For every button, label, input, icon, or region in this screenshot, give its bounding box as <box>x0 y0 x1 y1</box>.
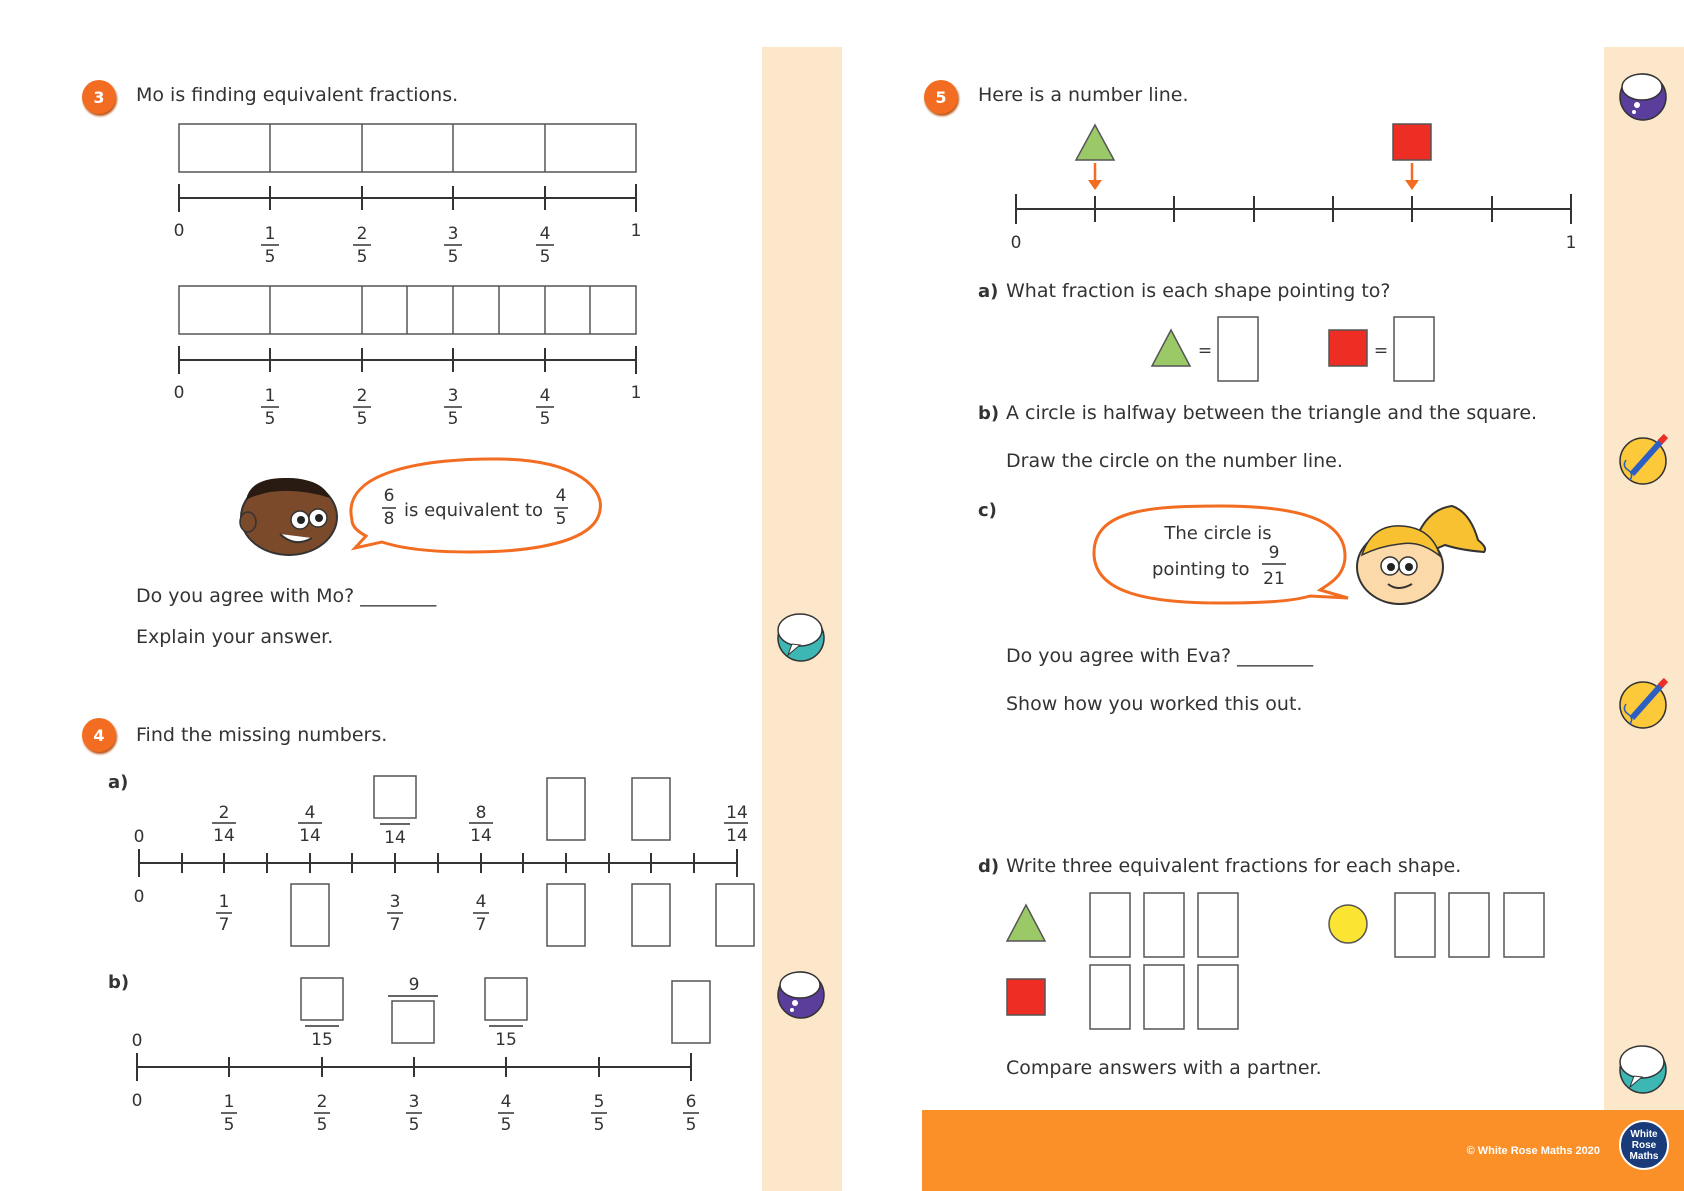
pencil-icon-2 <box>1620 680 1666 728</box>
q4b-bottom-1-num: 1 <box>223 1092 235 1112</box>
nl1-label-1-num: 1 <box>264 224 276 244</box>
q4a-top-f5-num: 14 <box>726 803 748 823</box>
question-5b-text-2: Draw the circle on the number line. <box>1006 450 1343 472</box>
q4b-bottom-4-den: 5 <box>500 1115 512 1135</box>
nl1-label-2-num: 2 <box>356 224 368 244</box>
logo-line-3: Maths <box>1629 1150 1659 1162</box>
square-arrow <box>1405 180 1419 190</box>
q4b-top-d1: 15 <box>311 1030 333 1050</box>
question-5b-label: b) <box>978 403 1000 424</box>
logo-line-1: White <box>1630 1128 1658 1140</box>
question-5b-text: A circle is halfway between the triangle and the square. <box>1006 402 1538 424</box>
mo-speech-mid: is equivalent to <box>404 500 544 521</box>
nl2-label-2-den: 5 <box>356 409 368 429</box>
q4b-bottom-3-den: 5 <box>408 1115 420 1135</box>
q4a-top-zero: 0 <box>133 827 145 847</box>
q4b-bottom-zero: 0 <box>131 1091 143 1111</box>
triangle-answer-box <box>1218 317 1258 381</box>
square-marker <box>1393 124 1431 160</box>
q4b-bottom-2-den: 5 <box>316 1115 328 1135</box>
triangle-equals: = <box>1197 341 1213 361</box>
nl1-label-3-num: 3 <box>447 224 459 244</box>
eva-character-illustration <box>1357 506 1485 604</box>
nl2-label-3-den: 5 <box>447 409 459 429</box>
triangle-arrow <box>1088 180 1102 190</box>
question-5d-label: d) <box>978 856 1000 877</box>
question-5c-agree: Do you agree with Eva? ________ <box>1006 645 1314 667</box>
question-4-text: Find the missing numbers. <box>136 724 388 746</box>
q4b-bottom-5-num: 5 <box>593 1092 605 1112</box>
circle-shape-5d <box>1329 905 1367 943</box>
q5-number-line <box>1016 194 1571 224</box>
eva-speech-line2: pointing to <box>1152 559 1250 580</box>
nl2-label-4-num: 4 <box>539 386 551 406</box>
question-4-number: 4 <box>82 718 116 752</box>
question-4a-label: a) <box>108 772 129 793</box>
question-5c-show: Show how you worked this out. <box>1006 693 1303 715</box>
nl1-label-1-whole: 1 <box>630 221 642 241</box>
speech-bubble-teal-icon <box>778 614 824 661</box>
pencil-icon-1 <box>1620 436 1666 484</box>
page-footer <box>922 1110 1684 1191</box>
mo-speech-den2: 5 <box>555 509 567 529</box>
eva-speech-den: 21 <box>1263 569 1285 589</box>
q5-label-zero: 0 <box>1010 233 1022 253</box>
q4b-bottom-2-num: 2 <box>316 1092 328 1112</box>
q4a-top-f2-den: 14 <box>299 826 321 846</box>
q4a-top-f4-num: 8 <box>475 803 487 823</box>
nl1-label-4-den: 5 <box>539 247 551 267</box>
q4a-bottom-zero: 0 <box>133 887 145 907</box>
q4a-top-f3-den: 14 <box>384 828 406 848</box>
square-equals: = <box>1373 341 1389 361</box>
q4b-bottom-3-num: 3 <box>408 1092 420 1112</box>
q4a-top-f2-num: 4 <box>304 803 316 823</box>
q4a-top-f4-den: 14 <box>470 826 492 846</box>
eva-speech-line1: The circle is <box>1164 523 1272 544</box>
square-shape-5d <box>1007 979 1045 1015</box>
q4b-top-n2: 9 <box>408 975 420 995</box>
question-3-text: Mo is finding equivalent fractions. <box>136 84 459 106</box>
question-5-text: Here is a number line. <box>978 84 1189 106</box>
q4a-top-f5-den: 14 <box>726 826 748 846</box>
question-5a-text: What fraction is each shape pointing to? <box>1006 280 1391 302</box>
nl2-label-4-den: 5 <box>539 409 551 429</box>
q4a-bottom-f1-num: 1 <box>218 892 230 912</box>
triangle-shape-5a <box>1152 330 1190 366</box>
triangle-marker <box>1076 125 1114 160</box>
mo-speech-num2: 4 <box>555 486 567 506</box>
thought-bubble-purple-icon-right <box>1620 74 1666 120</box>
q4a-bottom-f2-num: 3 <box>389 892 401 912</box>
nl2-label-1-whole: 1 <box>630 383 642 403</box>
q4b-top-d3: 15 <box>495 1030 517 1050</box>
question-3-agree: Do you agree with Mo? ________ <box>136 585 437 607</box>
q4a-top-f1-num: 2 <box>218 803 230 823</box>
q4b-top-zero: 0 <box>131 1031 143 1051</box>
nl1-label-3-den: 5 <box>447 247 459 267</box>
logo-line-2: Rose <box>1631 1139 1657 1151</box>
eva-speech-bubble <box>1094 506 1348 603</box>
question-5c-label: c) <box>978 500 997 521</box>
nl2-label-3-num: 3 <box>447 386 459 406</box>
question-5-number: 5 <box>924 80 958 114</box>
speech-bubble-teal-icon-right <box>1620 1046 1666 1093</box>
q4b-bottom-6-num: 6 <box>685 1092 697 1112</box>
copyright-text: © White Rose Maths 2020 <box>1466 1145 1600 1157</box>
thought-bubble-purple-icon-left <box>778 972 824 1018</box>
nl2-label-0: 0 <box>173 383 185 403</box>
white-rose-maths-logo <box>1619 1120 1669 1170</box>
nl1-label-0: 0 <box>173 221 185 241</box>
square-shape-5a <box>1329 330 1367 366</box>
question-3-explain: Explain your answer. <box>136 626 334 648</box>
q4a-top-f1-den: 14 <box>213 826 235 846</box>
eva-speech-num: 9 <box>1268 543 1280 563</box>
question-3-number: 3 <box>82 80 116 114</box>
nl1-label-2-den: 5 <box>356 247 368 267</box>
mo-speech-num1: 6 <box>383 486 395 506</box>
q4b-bottom-5-den: 5 <box>593 1115 605 1135</box>
square-answer-box <box>1394 317 1434 381</box>
q4a-bottom-f3-den: 7 <box>475 915 487 935</box>
q5d-answer-boxes <box>1090 893 1544 1029</box>
question-5-compare: Compare answers with a partner. <box>1006 1057 1322 1079</box>
q5-label-one: 1 <box>1565 233 1577 253</box>
mo-speech-den1: 8 <box>383 509 395 529</box>
nl1-label-4-num: 4 <box>539 224 551 244</box>
q4b-bottom-4-num: 4 <box>500 1092 512 1112</box>
question-5d-text: Write three equivalent fractions for each shape. <box>1006 855 1462 877</box>
triangle-shape-5d <box>1007 905 1045 941</box>
q4b-bottom-6-den: 5 <box>685 1115 697 1135</box>
question-5a-label: a) <box>978 281 999 302</box>
q4a-bottom-f3-num: 4 <box>475 892 487 912</box>
nl2-label-2-num: 2 <box>356 386 368 406</box>
q4b-bottom-1-den: 5 <box>223 1115 235 1135</box>
q4a-bottom-f2-den: 7 <box>389 915 401 935</box>
nl2-label-1-den: 5 <box>264 409 276 429</box>
question-4b-label: b) <box>108 972 130 993</box>
nl2-label-1-num: 1 <box>264 386 276 406</box>
q4a-bottom-f1-den: 7 <box>218 915 230 935</box>
nl1-label-1-den: 5 <box>264 247 276 267</box>
